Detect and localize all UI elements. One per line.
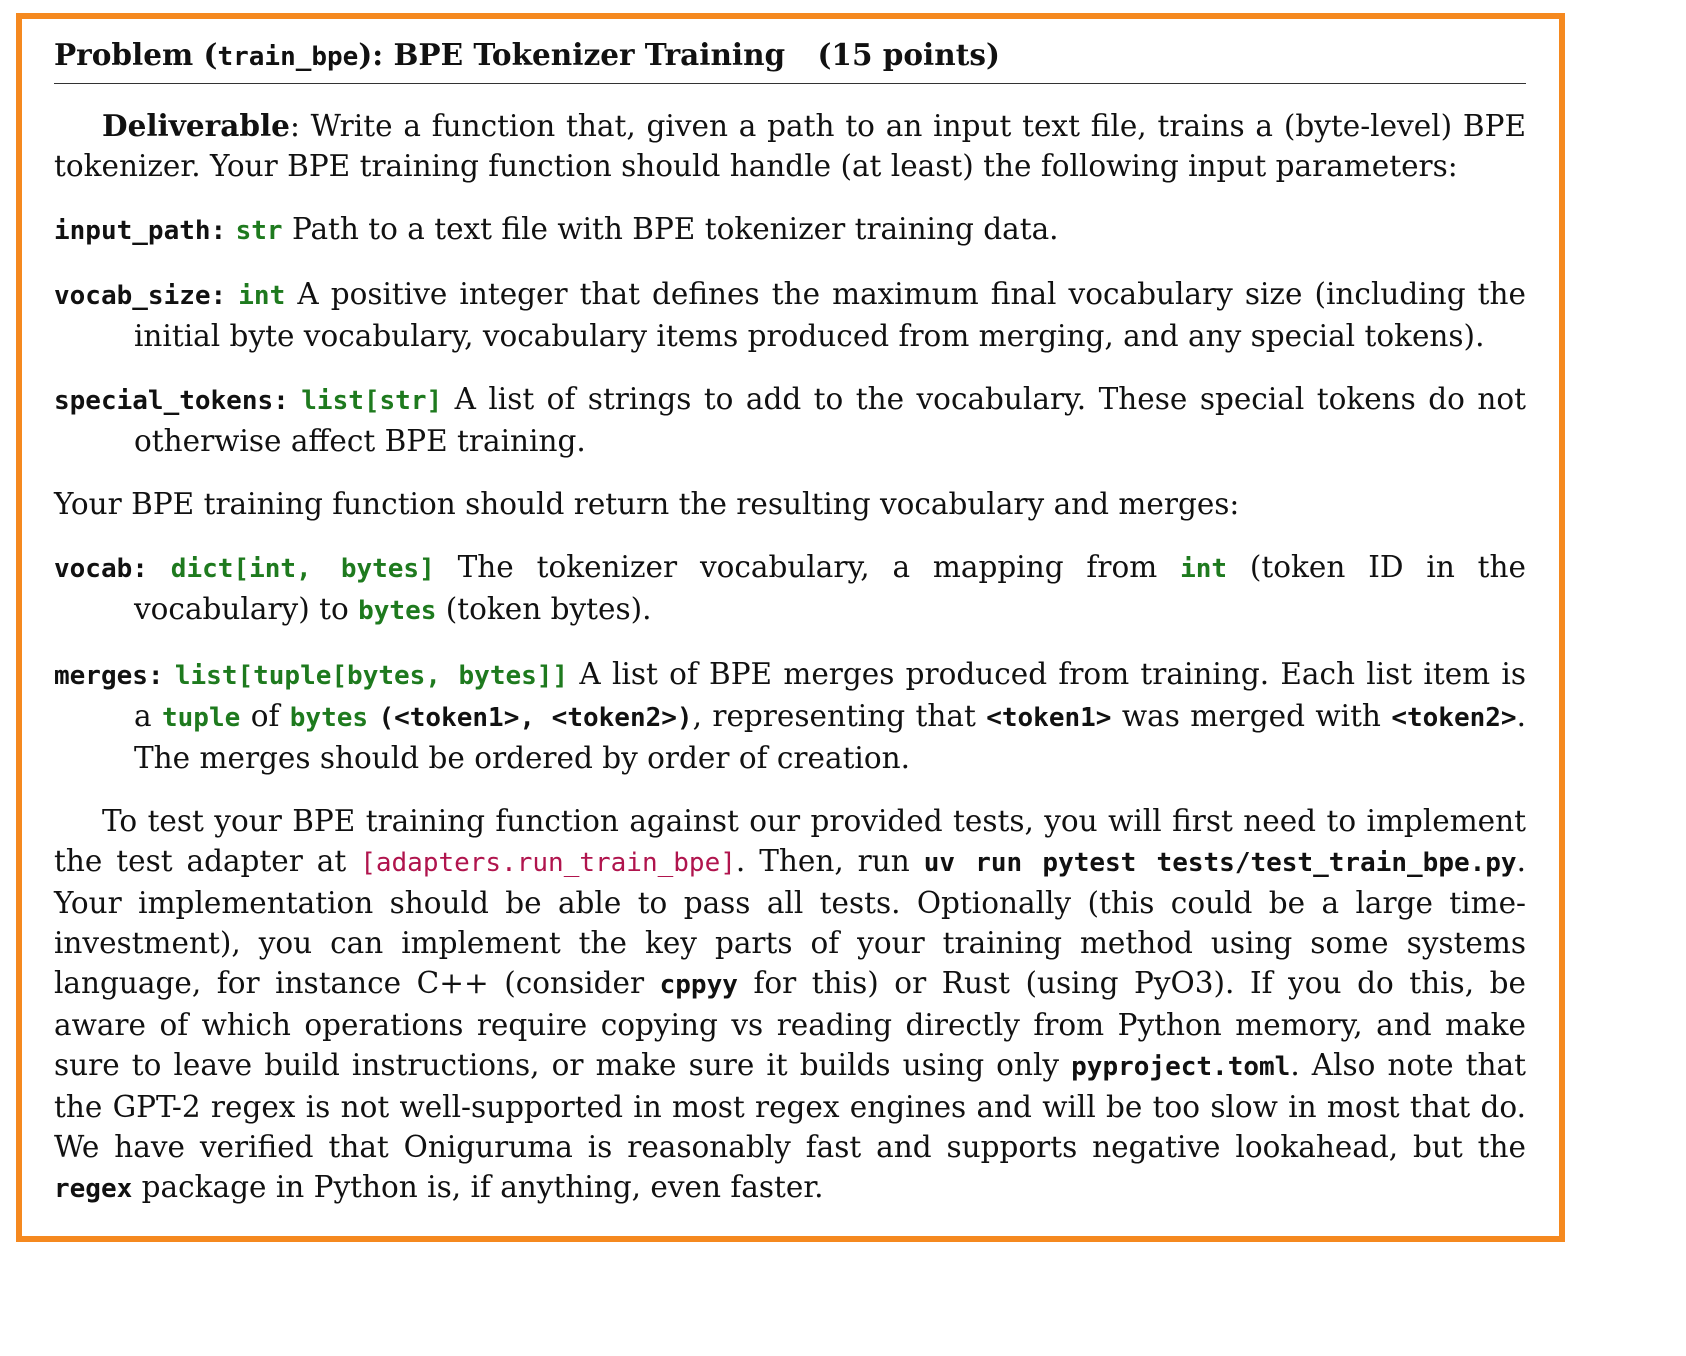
inline-code: <token2> (1391, 703, 1517, 733)
return-desc: A list of BPE merges produced from training. Each list item is a (134, 657, 1526, 733)
param-special-tokens (54, 379, 1526, 461)
param-type: list[str] (301, 386, 443, 416)
return-desc: The tokenizer vocabulary, a mapping from (457, 550, 1158, 584)
cppyy-code: cppyy (659, 970, 738, 1000)
inline-code: bytes (358, 596, 437, 626)
inline-code: tuple (162, 703, 241, 733)
param-name: vocab_size: (54, 281, 227, 311)
return-merges (54, 654, 1526, 778)
testing-text: . Your implementation should be able to pass all tests. Optionally (this could be a large time-investment), you can implement the key parts of your training method using some systems language, for instance C++ (consider (54, 844, 1526, 1000)
param-vocab-size (54, 274, 1526, 356)
testing-text: for this) or Rust (using PyO3). If you do this, be aware of which operations require copying vs reading directly from Python memory, and make sure to leave build instructions, or make sure it builds using only (54, 966, 1526, 1082)
param-name: input_path: (54, 216, 227, 246)
problem-box (16, 13, 1565, 1242)
testing-text: . Then, run (735, 844, 910, 878)
problem-title: BPE Tokenizer Training (393, 37, 786, 72)
problem-header: Problem (train_bpe): BPE Tokenizer Training (15 points) (54, 31, 1526, 84)
testing-text: package in Python is, if anything, even faster. (141, 1170, 824, 1204)
return-desc: , representing that (692, 699, 976, 733)
return-desc: (token bytes). (445, 592, 652, 626)
param-desc: A positive integer that defines the maximum final vocabulary size (including the initial byte vocabulary, vocabulary items produced from merging, and any special tokens). (134, 277, 1526, 353)
pytest-command: uv run pytest tests/test_train_bpe.py (923, 848, 1517, 878)
problem-content (54, 31, 1526, 1209)
return-desc: (token ID in the vocabulary) to (134, 550, 1526, 626)
problem-code: train_bpe (217, 42, 359, 72)
param-input-path (54, 209, 1526, 251)
pyproject-code: pyproject.toml (1071, 1052, 1291, 1082)
return-vocab (54, 547, 1526, 631)
return-desc: of (250, 699, 280, 733)
return-name: merges: (54, 661, 164, 691)
testing-paragraph (54, 801, 1526, 1209)
return-type: list[tuple[bytes, bytes]] (174, 661, 569, 691)
testing-text: . Also note that the GPT-2 regex is not well-supported in most regex engines and will be too slow in most that do. We have verified that Oniguruma is reasonably fast and supports negative lookahead, but the (54, 1048, 1526, 1164)
testing-text: To test your BPE training function against our provided tests, you will first need to implement the test adapter at (54, 804, 1526, 878)
adapter-link[interactable]: [adapters.run_train_bpe] (360, 848, 736, 878)
param-desc: Path to a text file with BPE tokenizer training data. (291, 212, 1059, 246)
deliverable-text: : Write a function that, given a path to an input text file, trains a (byte-level) BPE tokenizer. Your BPE training function should handle (at least) the following input parameters: (54, 109, 1526, 183)
return-desc: . The merges should be ordered by order of creation. (134, 699, 1526, 775)
regex-code: regex (54, 1174, 133, 1204)
problem-points: (15 points) (817, 37, 1000, 72)
param-type: str (235, 216, 283, 246)
inline-code: (<token1>, <token2>) (378, 703, 693, 733)
inline-code: <token1> (986, 703, 1112, 733)
return-desc: was merged with (1121, 699, 1381, 733)
inline-code: int (1180, 554, 1228, 584)
deliverable-paragraph (54, 106, 1526, 186)
param-type: int (238, 281, 286, 311)
problem-word: Problem (54, 37, 194, 72)
deliverable-label: Deliverable (102, 108, 290, 143)
param-name: special_tokens: (54, 386, 289, 416)
return-intro: Your BPE training function should return the resulting vocabulary and merges: (54, 487, 1240, 521)
return-name: vocab: (54, 554, 148, 584)
return-type: dict[int, bytes] (170, 554, 435, 584)
inline-code: bytes (289, 703, 369, 733)
param-desc: A list of strings to add to the vocabulary. These special tokens do not otherwise affect BPE training. (134, 382, 1526, 458)
